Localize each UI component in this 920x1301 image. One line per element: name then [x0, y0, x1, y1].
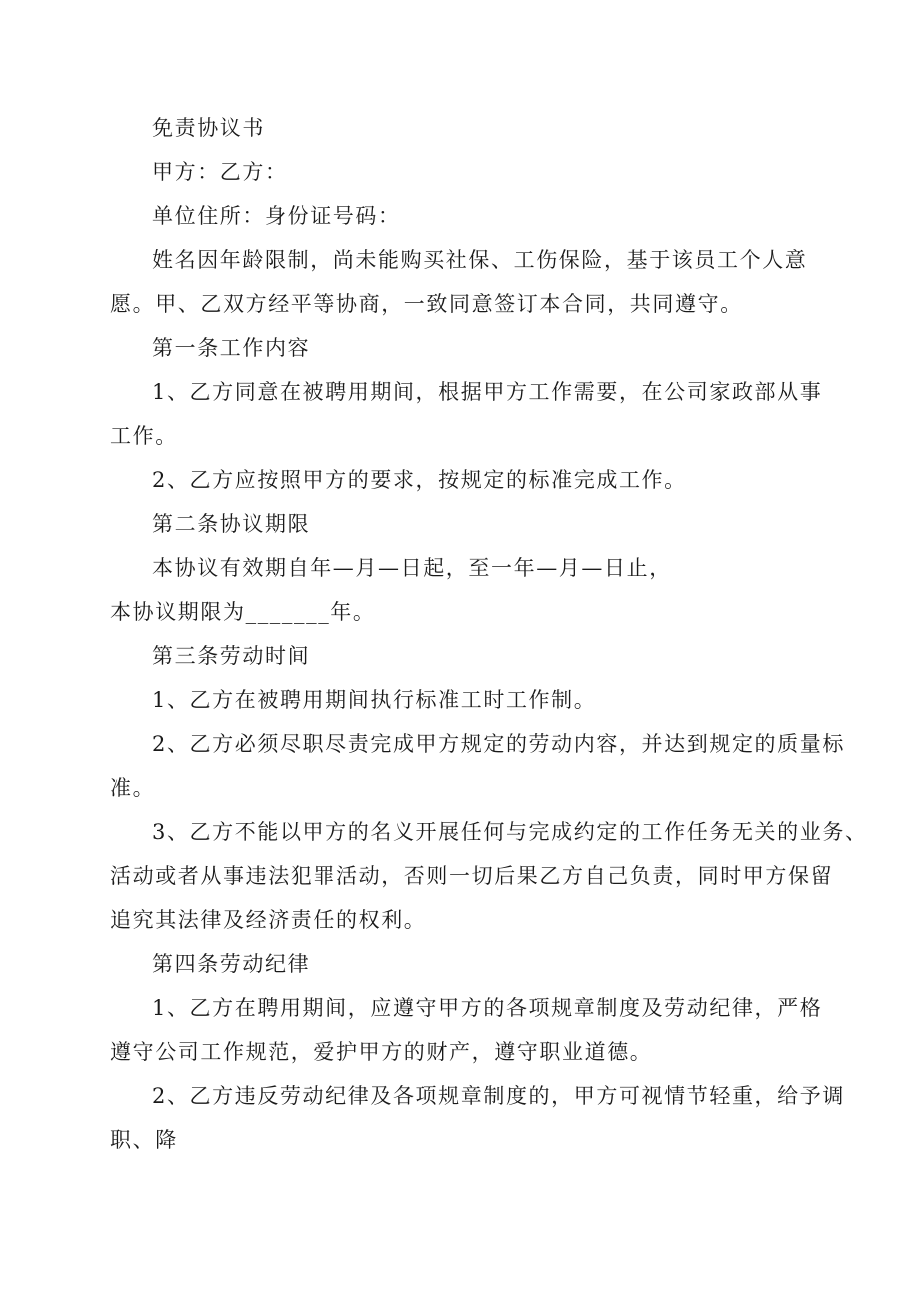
article-4-clause-1-line-1: 1、乙方在聘用期间，应遵守甲方的各项规章制度及劳动纪律，严格 — [152, 996, 823, 1020]
article-2-heading: 第二条协议期限 — [152, 512, 311, 536]
preamble-line-1: 姓名因年龄限制，尚未能购买社保、工伤保险，基于该员工个人意 — [152, 248, 808, 272]
article-4-heading: 第四条劳动纪律 — [152, 952, 311, 976]
article-3-clause-2-line-1: 2、乙方必须尽职尽责完成甲方规定的劳动内容，并达到规定的质量标 — [152, 732, 845, 756]
party-line: 甲方：乙方： — [152, 160, 288, 184]
preamble-line-2: 愿。甲、乙双方经平等协商，一致同意签订本合同，共同遵守。 — [110, 292, 743, 316]
article-2-term-line-2: 本协议期限为_______年。 — [110, 600, 376, 624]
article-3-clause-1: 1、乙方在被聘用期间执行标准工时工作制。 — [152, 688, 597, 712]
article-1-clause-1-line-1: 1、乙方同意在被聘用期间，根据甲方工作需要，在公司家政部从事 — [152, 380, 823, 404]
article-3-clause-3-line-1: 3、乙方不能以甲方的名义开展任何与完成约定的工作任务无关的业务、 — [152, 820, 868, 844]
article-3-heading: 第三条劳动时间 — [152, 644, 311, 668]
article-4-clause-2-line-1: 2、乙方违反劳动纪律及各项规章制度的，甲方可视情节轻重，给予调 — [152, 1084, 845, 1108]
address-id-line: 单位住所：身份证号码： — [152, 204, 401, 228]
article-4-clause-2-line-2: 职、降 — [110, 1128, 178, 1152]
article-3-clause-2-line-2: 准。 — [110, 776, 156, 800]
article-2-term-line-1: 本协议有效期自年—月—日起，至一年—月—日止， — [152, 556, 672, 580]
article-4-clause-1-line-2: 遵守公司工作规范，爱护甲方的财产，遵守职业道德。 — [110, 1040, 653, 1064]
article-3-clause-3-line-2: 活动或者从事违法犯罪活动，否则一切后果乙方自己负责，同时甲方保留 — [110, 864, 834, 888]
article-1-heading: 第一条工作内容 — [152, 336, 311, 360]
article-1-clause-2: 2、乙方应按照甲方的要求，按规定的标准完成工作。 — [152, 468, 687, 492]
article-1-clause-1-line-2: 工作。 — [110, 424, 178, 448]
document-body — [110, 106, 868, 1162]
article-3-clause-3-line-3: 追究其法律及经济责任的权利。 — [110, 908, 427, 932]
doc-title: 免责协议书 — [152, 116, 265, 140]
